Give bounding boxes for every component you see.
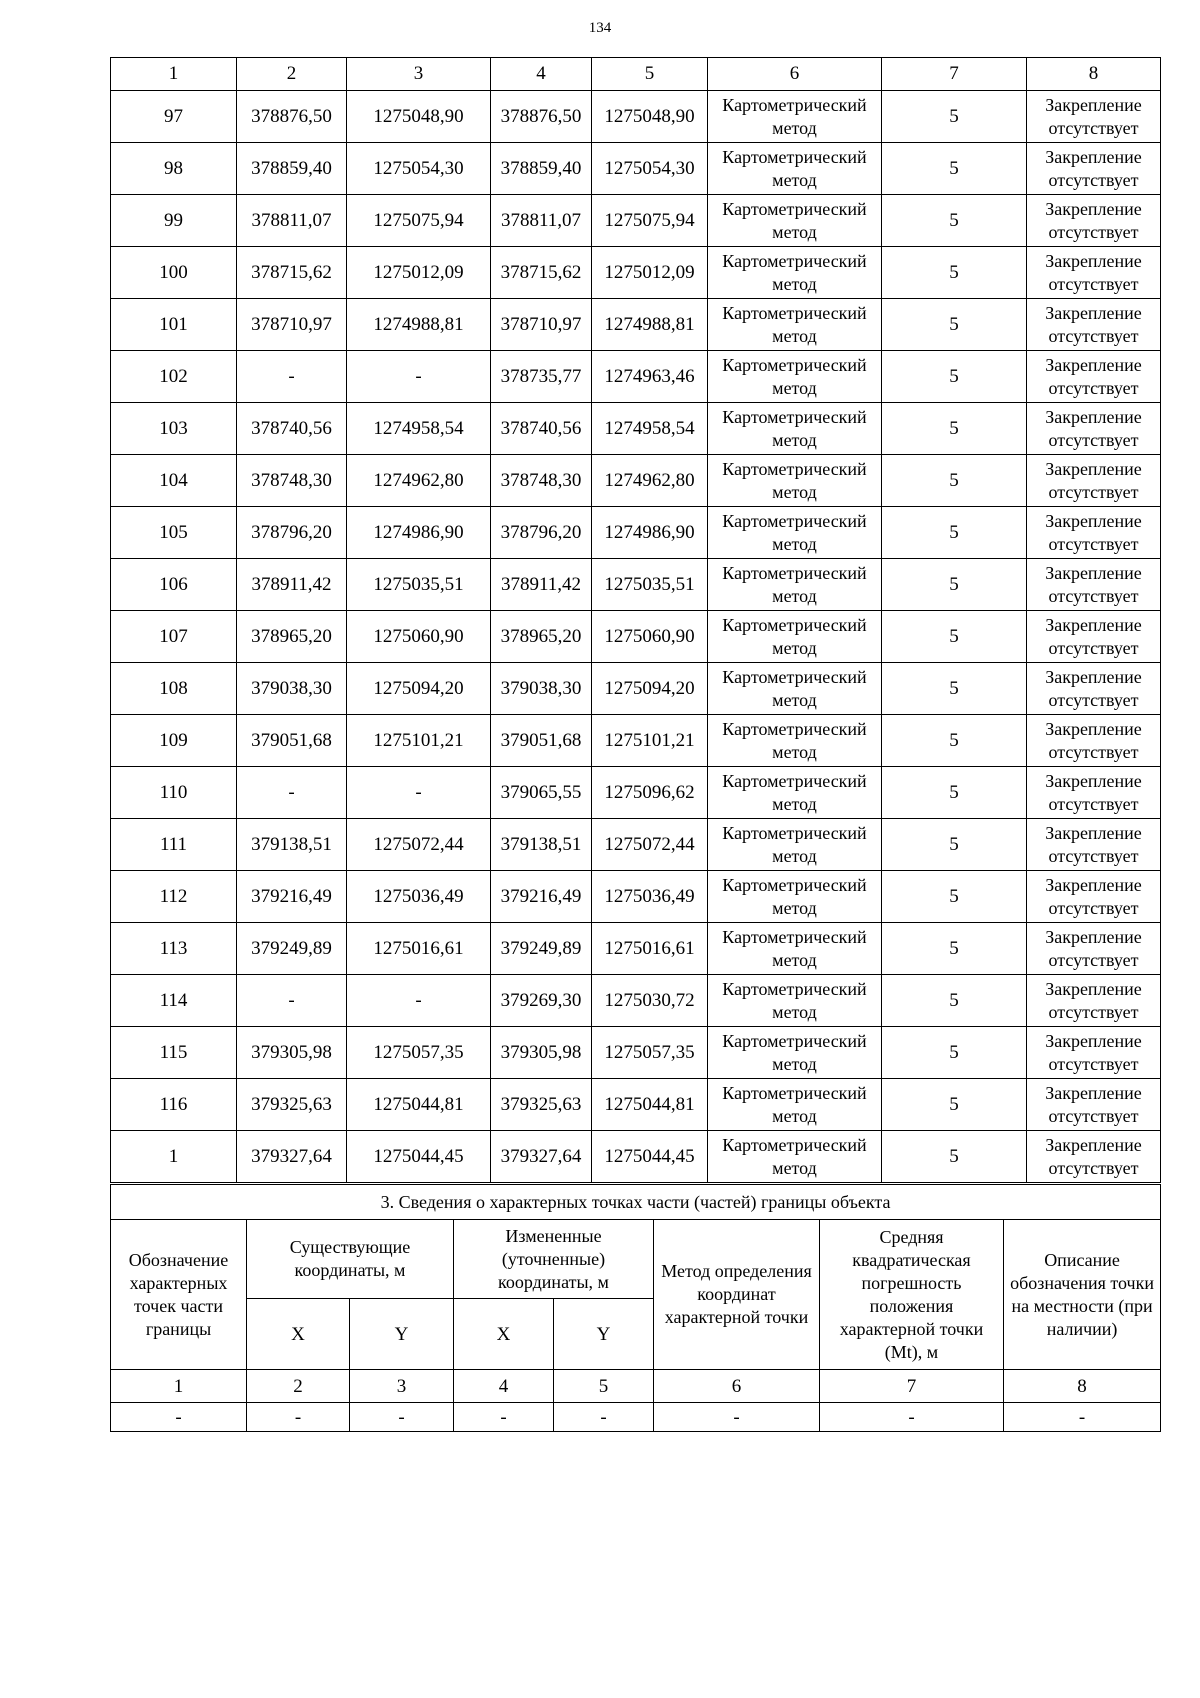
x-new-cell: 379051,68 [491,715,592,767]
y-existing-cell: 1275035,51 [347,559,491,611]
section3-empty-row [111,1403,1161,1432]
x-new-cell: 379327,64 [491,1131,592,1183]
point-cell: 98 [111,143,237,195]
point-cell: 115 [111,1027,237,1079]
y-existing-cell: 1275060,90 [347,611,491,663]
point-cell: 104 [111,455,237,507]
point-cell: 106 [111,559,237,611]
description-cell: Закрепление отсутствует [1027,455,1161,507]
mt-cell: 5 [882,247,1027,299]
point-cell: 103 [111,403,237,455]
y-existing-cell: 1275101,21 [347,715,491,767]
method-cell: Картометрический метод [708,455,882,507]
x-existing-cell: 378859,40 [237,143,347,195]
point-cell: 1 [111,1131,237,1183]
description-cell: Закрепление отсутствует [1027,923,1161,975]
empty-cell: - [111,1403,247,1432]
x-existing-cell: - [237,351,347,403]
table-row [111,1079,1161,1131]
x-new-cell: 379269,30 [491,975,592,1027]
header-changed-y: Y [554,1299,654,1370]
method-cell: Картометрический метод [708,299,882,351]
column-number: 3 [350,1370,454,1403]
x-existing-cell: 379327,64 [237,1131,347,1183]
table-row [111,351,1161,403]
column-number: 1 [111,1370,247,1403]
column-number: 4 [454,1370,554,1403]
y-new-cell: 1275072,44 [592,819,708,871]
point-cell: 108 [111,663,237,715]
description-cell: Закрепление отсутствует [1027,819,1161,871]
x-new-cell: 379038,30 [491,663,592,715]
table-row [111,975,1161,1027]
mt-cell: 5 [882,1131,1027,1183]
y-existing-cell: 1275036,49 [347,871,491,923]
mt-cell: 5 [882,871,1027,923]
column-number: 6 [654,1370,820,1403]
x-new-cell: 378811,07 [491,195,592,247]
x-new-cell: 379325,63 [491,1079,592,1131]
mt-cell: 5 [882,1027,1027,1079]
y-existing-cell: 1274988,81 [347,299,491,351]
description-cell: Закрепление отсутствует [1027,871,1161,923]
x-existing-cell: 378965,20 [237,611,347,663]
description-cell: Закрепление отсутствует [1027,143,1161,195]
section3-column-number-row [111,1370,1161,1403]
x-existing-cell: 378715,62 [237,247,347,299]
x-new-cell: 378740,56 [491,403,592,455]
method-cell: Картометрический метод [708,1131,882,1183]
table-row [111,247,1161,299]
y-existing-cell: 1275044,45 [347,1131,491,1183]
y-existing-cell: 1274962,80 [347,455,491,507]
point-cell: 107 [111,611,237,663]
point-cell: 109 [111,715,237,767]
empty-cell: - [1004,1403,1161,1432]
y-existing-cell: 1275072,44 [347,819,491,871]
y-existing-cell: 1275044,81 [347,1079,491,1131]
point-cell: 113 [111,923,237,975]
table-row [111,1027,1161,1079]
method-cell: Картометрический метод [708,715,882,767]
column-number: 4 [491,58,592,91]
y-existing-cell: 1275094,20 [347,663,491,715]
column-number: 8 [1004,1370,1161,1403]
empty-cell: - [350,1403,454,1432]
mt-cell: 5 [882,611,1027,663]
x-existing-cell: 379138,51 [237,819,347,871]
x-existing-cell: - [237,975,347,1027]
section3-table [110,1184,1161,1432]
x-new-cell: 378876,50 [491,91,592,143]
y-existing-cell: 1275054,30 [347,143,491,195]
empty-cell: - [554,1403,654,1432]
x-existing-cell: 378740,56 [237,403,347,455]
description-cell: Закрепление отсутствует [1027,403,1161,455]
x-new-cell: 378796,20 [491,507,592,559]
method-cell: Картометрический метод [708,91,882,143]
method-cell: Картометрический метод [708,819,882,871]
column-number-row [111,58,1161,91]
description-cell: Закрепление отсутствует [1027,715,1161,767]
header-existing-x: X [247,1299,350,1370]
description-cell: Закрепление отсутствует [1027,195,1161,247]
description-cell: Закрепление отсутствует [1027,507,1161,559]
y-new-cell: 1275054,30 [592,143,708,195]
y-new-cell: 1275016,61 [592,923,708,975]
mt-cell: 5 [882,715,1027,767]
y-new-cell: 1275012,09 [592,247,708,299]
method-cell: Картометрический метод [708,143,882,195]
header-mt: Средняя квадратическая погрешность положения характерной точки (Mt), м [820,1220,1004,1370]
table-row [111,923,1161,975]
table-row [111,455,1161,507]
method-cell: Картометрический метод [708,663,882,715]
description-cell: Закрепление отсутствует [1027,559,1161,611]
column-number: 1 [111,58,237,91]
point-cell: 105 [111,507,237,559]
description-cell: Закрепление отсутствует [1027,1079,1161,1131]
x-existing-cell: 378796,20 [237,507,347,559]
y-existing-cell: 1275057,35 [347,1027,491,1079]
y-existing-cell: 1275012,09 [347,247,491,299]
header-method: Метод определения координат характерной точки [654,1220,820,1370]
x-new-cell: 378911,42 [491,559,592,611]
column-number: 5 [554,1370,654,1403]
column-number: 5 [592,58,708,91]
column-number: 6 [708,58,882,91]
point-cell: 112 [111,871,237,923]
description-cell: Закрепление отсутствует [1027,1027,1161,1079]
mt-cell: 5 [882,143,1027,195]
x-existing-cell: 379038,30 [237,663,347,715]
y-new-cell: 1275036,49 [592,871,708,923]
point-cell: 99 [111,195,237,247]
y-new-cell: 1274986,90 [592,507,708,559]
point-cell: 102 [111,351,237,403]
method-cell: Картометрический метод [708,871,882,923]
y-new-cell: 1274958,54 [592,403,708,455]
x-existing-cell: 379305,98 [237,1027,347,1079]
table-row [111,403,1161,455]
page-number: 134 [588,20,612,36]
coordinates-table [110,57,1161,1183]
y-new-cell: 1275101,21 [592,715,708,767]
mt-cell: 5 [882,507,1027,559]
table-row [111,91,1161,143]
description-cell: Закрепление отсутствует [1027,767,1161,819]
point-cell: 110 [111,767,237,819]
x-new-cell: 379065,55 [491,767,592,819]
x-new-cell: 379305,98 [491,1027,592,1079]
method-cell: Картометрический метод [708,351,882,403]
y-new-cell: 1275030,72 [592,975,708,1027]
point-cell: 97 [111,91,237,143]
description-cell: Закрепление отсутствует [1027,611,1161,663]
header-changed-x: X [454,1299,554,1370]
method-cell: Картометрический метод [708,1027,882,1079]
empty-cell: - [820,1403,1004,1432]
point-cell: 116 [111,1079,237,1131]
x-existing-cell: 379249,89 [237,923,347,975]
x-new-cell: 379138,51 [491,819,592,871]
column-number: 2 [247,1370,350,1403]
x-new-cell: 379249,89 [491,923,592,975]
x-existing-cell: - [237,767,347,819]
table-row [111,195,1161,247]
mt-cell: 5 [882,91,1027,143]
table-row [111,767,1161,819]
y-existing-cell: - [347,975,491,1027]
y-new-cell: 1275094,20 [592,663,708,715]
mt-cell: 5 [882,819,1027,871]
y-new-cell: 1275044,81 [592,1079,708,1131]
method-cell: Картометрический метод [708,975,882,1027]
y-existing-cell: 1275075,94 [347,195,491,247]
x-existing-cell: 379325,63 [237,1079,347,1131]
column-number: 8 [1027,58,1161,91]
table-row [111,871,1161,923]
table-row [111,611,1161,663]
table-row [111,715,1161,767]
y-existing-cell: 1275016,61 [347,923,491,975]
y-new-cell: 1275096,62 [592,767,708,819]
header-point-designation: Обозначение характерных точек части границы [111,1220,247,1370]
y-new-cell: 1275035,51 [592,559,708,611]
method-cell: Картометрический метод [708,195,882,247]
point-cell: 114 [111,975,237,1027]
x-existing-cell: 379216,49 [237,871,347,923]
mt-cell: 5 [882,767,1027,819]
y-existing-cell: - [347,767,491,819]
mt-cell: 5 [882,351,1027,403]
empty-cell: - [247,1403,350,1432]
table-row [111,663,1161,715]
method-cell: Картометрический метод [708,247,882,299]
mt-cell: 5 [882,195,1027,247]
method-cell: Картометрический метод [708,507,882,559]
description-cell: Закрепление отсутствует [1027,975,1161,1027]
method-cell: Картометрический метод [708,767,882,819]
x-new-cell: 378859,40 [491,143,592,195]
description-cell: Закрепление отсутствует [1027,247,1161,299]
y-new-cell: 1275060,90 [592,611,708,663]
x-new-cell: 378748,30 [491,455,592,507]
description-cell: Закрепление отсутствует [1027,299,1161,351]
description-cell: Закрепление отсутствует [1027,1131,1161,1183]
method-cell: Картометрический метод [708,403,882,455]
table-row [111,1131,1161,1183]
header-changed-coordinates: Измененные (уточненные) координаты, м [454,1220,654,1299]
y-existing-cell: 1275048,90 [347,91,491,143]
mt-cell: 5 [882,663,1027,715]
x-new-cell: 378965,20 [491,611,592,663]
point-cell: 101 [111,299,237,351]
method-cell: Картометрический метод [708,611,882,663]
y-new-cell: 1274962,80 [592,455,708,507]
empty-cell: - [454,1403,554,1432]
header-existing-coordinates: Существующие координаты, м [247,1220,454,1299]
table-row [111,559,1161,611]
point-cell: 100 [111,247,237,299]
x-new-cell: 378735,77 [491,351,592,403]
description-cell: Закрепление отсутствует [1027,91,1161,143]
x-new-cell: 379216,49 [491,871,592,923]
table-row [111,143,1161,195]
mt-cell: 5 [882,559,1027,611]
table-row [111,507,1161,559]
header-existing-y: Y [350,1299,454,1370]
mt-cell: 5 [882,455,1027,507]
y-new-cell: 1275048,90 [592,91,708,143]
y-new-cell: 1274988,81 [592,299,708,351]
description-cell: Закрепление отсутствует [1027,351,1161,403]
column-number: 3 [347,58,491,91]
y-new-cell: 1275075,94 [592,195,708,247]
y-new-cell: 1274963,46 [592,351,708,403]
table-row [111,819,1161,871]
header-description: Описание обозначения точки на местности (при наличии) [1004,1220,1161,1370]
x-existing-cell: 379051,68 [237,715,347,767]
y-existing-cell: 1274958,54 [347,403,491,455]
mt-cell: 5 [882,403,1027,455]
x-new-cell: 378710,97 [491,299,592,351]
method-cell: Картометрический метод [708,1079,882,1131]
mt-cell: 5 [882,1079,1027,1131]
method-cell: Картометрический метод [708,923,882,975]
x-existing-cell: 378876,50 [237,91,347,143]
mt-cell: 5 [882,975,1027,1027]
point-cell: 111 [111,819,237,871]
x-new-cell: 378715,62 [491,247,592,299]
mt-cell: 5 [882,923,1027,975]
y-existing-cell: - [347,351,491,403]
x-existing-cell: 378710,97 [237,299,347,351]
column-number: 2 [237,58,347,91]
x-existing-cell: 378911,42 [237,559,347,611]
column-number: 7 [820,1370,1004,1403]
section3-title: 3. Сведения о характерных точках части (частей) границы объекта [111,1185,1161,1220]
x-existing-cell: 378748,30 [237,455,347,507]
column-number: 7 [882,58,1027,91]
method-cell: Картометрический метод [708,559,882,611]
y-existing-cell: 1274986,90 [347,507,491,559]
empty-cell: - [654,1403,820,1432]
y-new-cell: 1275044,45 [592,1131,708,1183]
description-cell: Закрепление отсутствует [1027,663,1161,715]
y-new-cell: 1275057,35 [592,1027,708,1079]
x-existing-cell: 378811,07 [237,195,347,247]
table-row [111,299,1161,351]
mt-cell: 5 [882,299,1027,351]
